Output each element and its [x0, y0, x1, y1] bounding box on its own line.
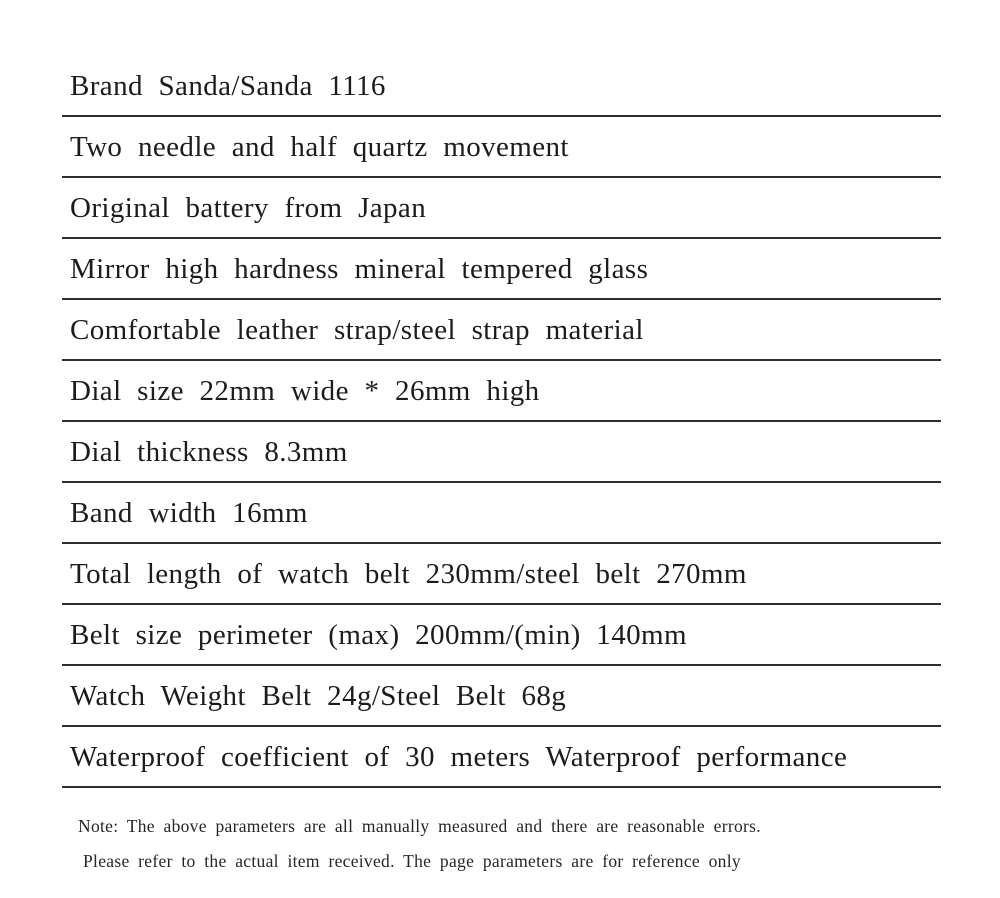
notes-section [78, 816, 761, 871]
spec-row-movement: Two needle and half quartz movement [62, 117, 941, 178]
spec-row-waterproof: Waterproof coefficient of 30 meters Waterproof performance [62, 727, 941, 788]
spec-row-belt-perimeter: Belt size perimeter (max) 200mm/(min) 140mm [62, 605, 941, 666]
spec-table [62, 56, 941, 788]
spec-row-strap-material: Comfortable leather strap/steel strap material [62, 300, 941, 361]
spec-row-dial-size: Dial size 22mm wide * 26mm high [62, 361, 941, 422]
spec-row-watch-weight: Watch Weight Belt 24g/Steel Belt 68g [62, 666, 941, 727]
spec-row-dial-thickness: Dial thickness 8.3mm [62, 422, 941, 483]
spec-row-band-width: Band width 16mm [62, 483, 941, 544]
spec-row-brand: Brand Sanda/Sanda 1116 [62, 56, 941, 117]
note-measurement-disclaimer: Note: The above parameters are all manually measured and there are reasonable errors. [78, 816, 761, 836]
spec-row-battery: Original battery from Japan [62, 178, 941, 239]
spec-row-belt-length: Total length of watch belt 230mm/steel belt 270mm [62, 544, 941, 605]
note-reference-disclaimer: Please refer to the actual item received. The page parameters are for reference only [83, 851, 741, 871]
spec-row-mirror-glass: Mirror high hardness mineral tempered glass [62, 239, 941, 300]
